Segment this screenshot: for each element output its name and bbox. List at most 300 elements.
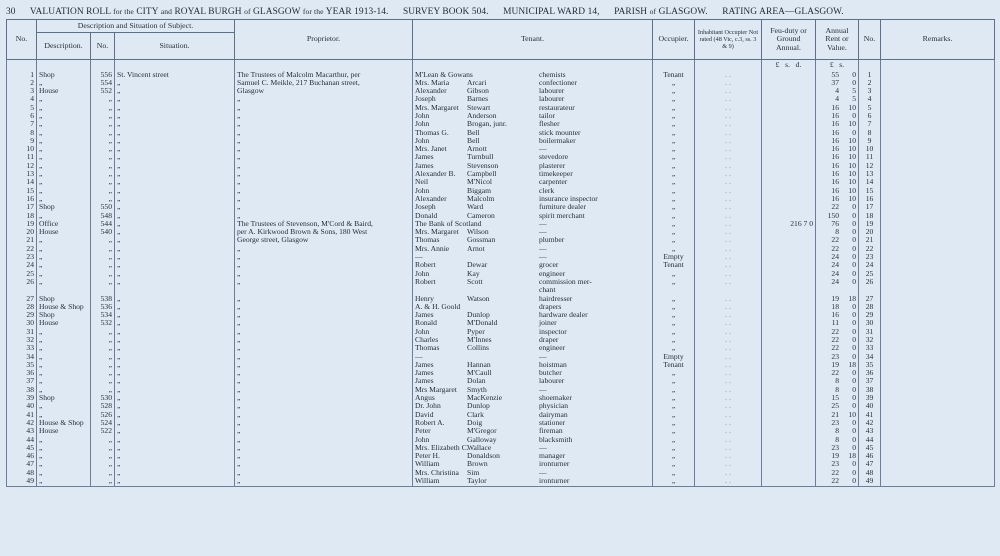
tenant-given-name: Mrs. Janet [415,145,447,154]
occupier-cell: „ [653,477,695,486]
inhabitant-cell [695,79,762,87]
rent-shillings: 0 [852,377,856,386]
row-number-right [859,286,881,294]
occupier-cell: „ [653,444,695,452]
tenant-surname: Pyper [467,327,485,336]
row-number-right: 9 [859,137,881,145]
rent-shillings: 0 [852,269,856,278]
proprietor-cell: „ [235,452,413,460]
proprietor-cell: „ [235,344,413,352]
description-cell: „ [37,353,91,361]
house-number-cell: „ [91,460,115,468]
occupier-cell: Tenant [653,71,695,79]
description-cell: „ [37,377,91,385]
rent-shillings: 0 [852,418,856,427]
occupier-cell: „ [653,245,695,253]
situation-cell: „ [115,344,235,352]
tenant-occupation: blacksmith [539,435,573,444]
tenant-occupation: clerk [539,186,555,195]
rent-shillings: 18 [848,360,856,369]
col-inhabitant: Inhabitant Occupier Not rated (48 Vic, c.3, ss. 3 & 9) [695,20,762,60]
leader-dots: . . [725,452,731,461]
row-number-right: 13 [859,170,881,178]
occupier-cell: „ [653,236,695,244]
row-number: 15 [7,187,37,195]
rent-pounds: 8 [835,228,839,237]
inhabitant-cell [695,344,762,352]
leader-dots: . . [725,352,731,361]
feu-duty-cell [762,145,816,153]
tenant-occupation: tailor [539,111,556,120]
description-cell: „ [37,104,91,112]
tenant-cell [413,427,653,435]
rent-cell [816,328,859,336]
row-number: 40 [7,402,37,410]
table-row [7,386,995,394]
situation-cell [115,286,235,294]
tenant-given-name: Peter H. [415,452,440,461]
inhabitant-cell [695,195,762,203]
remarks-cell [881,236,995,244]
tenant-given-name: Mrs. Elizabeth C. [415,443,469,452]
situation-cell: „ [115,203,235,211]
situation-cell: „ [115,353,235,361]
tenant-occupation: physician [539,402,569,411]
col-situation: Situation. [115,33,235,60]
proprietor-cell: The Trustees of Stevenson, M'Cord & Baird, [235,220,413,228]
leader-dots: . . [725,145,731,154]
rent-pounds: 76 [831,219,839,228]
tenant-cell [413,220,653,228]
rent-cell [816,236,859,244]
situation-cell: „ [115,137,235,145]
remarks-cell [881,145,995,153]
situation-cell: „ [115,452,235,460]
description-cell: Shop [37,394,91,402]
col-proprietor: Proprietor. [235,20,413,60]
occupier-cell: „ [653,369,695,377]
rent-shillings: 0 [852,385,856,394]
tenant-surname: Dunlop [467,311,490,320]
tenant-occupation: engineer [539,344,566,353]
rent-shillings: 0 [852,253,856,262]
row-number-right: 49 [859,477,881,486]
table-row [7,87,995,95]
occupier-cell: „ [653,303,695,311]
description-cell: „ [37,112,91,120]
tenant-surname: Turnbull [467,153,494,162]
tenant-cell [413,419,653,427]
remarks-cell [881,178,995,186]
remarks-cell [881,427,995,435]
occupier-cell: „ [653,79,695,87]
inhabitant-cell [695,153,762,161]
house-number-cell: „ [91,377,115,385]
feu-duty-cell [762,87,816,95]
row-number-right: 47 [859,460,881,468]
occupier-cell: „ [653,112,695,120]
tenant-occupation: carpenter [539,178,568,187]
inhabitant-cell [695,402,762,410]
row-number-right: 17 [859,203,881,211]
leader-dots: . . [725,120,731,129]
tenant-cell [413,137,653,145]
row-number: 10 [7,145,37,153]
table-row [7,452,995,460]
situation-cell: „ [115,386,235,394]
row-number: 30 [7,319,37,327]
rent-shillings: 10 [848,136,856,145]
tenant-surname: Arcari [467,78,487,87]
occupier-cell: „ [653,427,695,435]
tenant-occupation: restaurateur [539,103,575,112]
valuation-roll-page [6,4,994,552]
leader-dots: . . [725,336,731,344]
feu-duty-cell [762,212,816,220]
description-cell: „ [37,361,91,369]
rent-pounds: 23 [831,352,839,361]
proprietor-cell: „ [235,187,413,195]
description-cell: „ [37,261,91,269]
rent-pounds: 23 [831,443,839,452]
occupier-cell [653,286,695,294]
description-cell: House [37,427,91,435]
table-row [7,353,995,361]
rent-cell [816,120,859,128]
table-row [7,71,995,79]
row-number-right: 41 [859,411,881,419]
description-cell: Shop [37,311,91,319]
rent-cell [816,361,859,369]
proprietor-cell: „ [235,477,413,486]
table-row [7,228,995,236]
remarks-cell [881,394,995,402]
house-number-cell: 526 [91,411,115,419]
rent-shillings: 0 [852,236,856,245]
house-number-cell: 548 [91,212,115,220]
occupier-cell: „ [653,170,695,178]
tenant-occupation: chant [539,286,556,295]
tenant-surname: Dewar [467,261,488,270]
rent-cell [816,261,859,269]
tenant-occupation: insurance inspector [539,194,598,203]
description-cell: „ [37,444,91,452]
leader-dots: . . [725,269,731,278]
proprietor-cell: „ [235,328,413,336]
tenant-occupation: hairdresser [539,294,573,303]
leader-dots: . . [725,203,731,212]
situation-cell: „ [115,87,235,95]
tenant-surname: Arnot [467,244,485,253]
table-row [7,170,995,178]
tenant-cell [413,253,653,261]
proprietor-cell: „ [235,386,413,394]
inhabitant-cell [695,112,762,120]
leader-dots: . . [725,402,731,411]
situation-cell: „ [115,187,235,195]
feu-duty-cell [762,419,816,427]
tenant-given-name: Joseph [415,95,436,104]
occupier-cell: „ [653,87,695,95]
inhabitant-cell [695,303,762,311]
row-number: 46 [7,452,37,460]
rent-pounds: 16 [831,311,839,320]
row-number-right: 42 [859,419,881,427]
row-number-right: 4 [859,95,881,103]
col-remarks: Remarks. [881,20,995,60]
proprietor-cell: „ [235,129,413,137]
tenant-surname: Stewart [467,103,491,112]
tenant-occupation: — [539,244,547,253]
proprietor-cell: „ [235,427,413,435]
tenant-occupation: — [539,145,547,154]
table-row [7,336,995,344]
leader-dots: . . [725,186,731,195]
tenant-occupation: — [539,228,547,237]
col-description: Description. [37,33,91,60]
rent-pounds: 22 [831,236,839,245]
tenant-surname: Biggam [467,186,492,195]
tenant-cell [413,120,653,128]
rent-cell [816,286,859,294]
tenant-cell [413,195,653,203]
row-number-right: 32 [859,336,881,344]
proprietor-cell: George street, Glasgow [235,236,413,244]
proprietor-cell: „ [235,319,413,327]
tenant-cell [413,236,653,244]
tenant-given-name: Robert [415,277,436,286]
rent-cell [816,253,859,261]
occupier-cell: „ [653,220,695,228]
occupier-cell: „ [653,178,695,186]
feu-duty-cell [762,153,816,161]
rent-pounds: 22 [831,477,839,486]
table-row [7,270,995,278]
row-number-right: 29 [859,311,881,319]
proprietor-cell: „ [235,203,413,211]
house-number-cell: „ [91,278,115,286]
tenant-given-name: David [415,410,434,419]
table-row [7,95,995,103]
table-row [7,261,995,269]
rent-pounds: 25 [831,402,839,411]
remarks-cell [881,203,995,211]
rent-pounds: 23 [831,418,839,427]
rent-cell [816,411,859,419]
leader-dots: . . [725,170,731,179]
tenant-surname: Watson [467,294,490,303]
house-number-cell: „ [91,153,115,161]
table-row [7,328,995,336]
remarks-cell [881,245,995,253]
tenant-cell [413,187,653,195]
table-row [7,236,995,244]
row-number-right: 36 [859,369,881,377]
remarks-cell [881,220,995,228]
tenant-given-name: Thomas [415,236,440,245]
rent-cell [816,295,859,303]
rent-cell [816,477,859,486]
leader-dots: . . [725,410,731,419]
inhabitant-cell [695,286,762,294]
situation-cell: „ [115,394,235,402]
row-number: 31 [7,328,37,336]
valuation-table [6,19,995,487]
row-number: 41 [7,411,37,419]
rent-shillings: 10 [848,161,856,170]
occupier-cell: „ [653,145,695,153]
inhabitant-cell [695,95,762,103]
description-cell: „ [37,336,91,344]
rent-shillings: 5 [852,95,856,104]
inhabitant-cell [695,253,762,261]
table-row [7,427,995,435]
inhabitant-cell [695,87,762,95]
remarks-cell [881,79,995,87]
tenant-surname: Barnes [467,95,489,104]
occupier-cell: „ [653,187,695,195]
row-number: 32 [7,336,37,344]
situation-cell: „ [115,220,235,228]
tenant-cell [413,129,653,137]
situation-cell: „ [115,261,235,269]
description-cell: „ [37,369,91,377]
tenant-surname: Taylor [467,477,487,486]
row-number: 22 [7,245,37,253]
feu-duty-cell [762,311,816,319]
inhabitant-cell [695,162,762,170]
rent-cell [816,369,859,377]
tenant-given-name: — [415,253,423,262]
rent-pounds: 4 [835,95,839,104]
remarks-cell [881,71,995,79]
remarks-cell [881,436,995,444]
leader-dots: . . [725,95,731,104]
tenant-surname: Anderson [467,111,497,120]
inhabitant-cell [695,203,762,211]
tenant-occupation: commission mer- [539,277,592,286]
rent-shillings: 10 [848,170,856,179]
situation-cell: „ [115,145,235,153]
description-cell: „ [37,253,91,261]
table-row [7,153,995,161]
situation-cell: „ [115,295,235,303]
rent-pounds: 16 [831,178,839,187]
row-number: 17 [7,203,37,211]
occupier-cell: „ [653,162,695,170]
situation-cell: „ [115,469,235,477]
tenant-surname: Smyth [467,385,487,394]
tenant-surname: Brogan, junr. [467,120,507,129]
proprietor-cell: „ [235,145,413,153]
parish-part: of [649,7,657,16]
row-number-right: 28 [859,303,881,311]
table-row [7,203,995,211]
rating-area: RATING AREA—GLASGOW. [722,7,844,17]
leader-dots: . . [725,136,731,145]
row-number-right: 44 [859,436,881,444]
remarks-cell [881,411,995,419]
situation-cell: „ [115,328,235,336]
feu-duty-cell [762,336,816,344]
inhabitant-cell [695,377,762,385]
situation-cell: „ [115,104,235,112]
tenant-given-name: Mrs. Margaret [415,103,459,112]
inhabitant-cell [695,178,762,186]
rent-shillings: 0 [852,228,856,237]
rent-cell [816,87,859,95]
house-number-cell: 538 [91,295,115,303]
description-cell: „ [37,386,91,394]
situation-cell: „ [115,178,235,186]
feu-duty-cell [762,203,816,211]
tenant-given-name: James [415,161,434,170]
title-part: for the [302,7,324,16]
tenant-cell [413,328,653,336]
tenant-given-name: Alexander B. [415,170,456,179]
row-number-right: 7 [859,120,881,128]
tenant-occupation: confectioner [539,78,577,87]
occupier-cell: Tenant [653,361,695,369]
tenant-surname: Dolan [467,377,486,386]
tenant-occupation: — [539,468,547,477]
rent-pounds: 8 [835,385,839,394]
tenant-surname: MacKenzie [467,394,502,403]
rent-pounds: 24 [831,277,839,286]
tenant-occupation: flesher [539,120,560,129]
tenant-surname: Ward [467,203,484,212]
house-number-cell: „ [91,178,115,186]
leader-dots: . . [725,435,731,444]
remarks-cell [881,444,995,452]
inhabitant-cell [695,129,762,137]
row-number-right: 6 [859,112,881,120]
remarks-cell [881,319,995,327]
row-number: 37 [7,377,37,385]
proprietor-cell: Samuel C. Meikle, 217 Buchanan street, [235,79,413,87]
tenant-given-name: John [415,186,430,195]
description-cell: Shop [37,71,91,79]
units-cell [7,60,37,71]
inhabitant-cell [695,270,762,278]
rent-pounds: 19 [831,452,839,461]
rent-cell [816,245,859,253]
remarks-cell [881,137,995,145]
rent-pounds: 22 [831,203,839,212]
description-cell: House & Shop [37,419,91,427]
description-cell: „ [37,477,91,486]
tenant-given-name: James [415,153,434,162]
tenant-cell [413,319,653,327]
feu-duty-cell [762,178,816,186]
rent-shillings: 0 [852,203,856,212]
rent-cell [816,278,859,286]
rent-shillings: 18 [848,452,856,461]
situation-cell: „ [115,270,235,278]
row-number: 2 [7,79,37,87]
description-cell: „ [37,245,91,253]
house-number-cell: 552 [91,87,115,95]
rent-pounds: 22 [831,344,839,353]
description-cell: Office [37,220,91,228]
inhabitant-cell [695,170,762,178]
remarks-cell [881,353,995,361]
tenant-cell [413,104,653,112]
tenant-cell [413,79,653,87]
row-number-right: 27 [859,295,881,303]
col-no2: No. [859,20,881,60]
house-number-cell: „ [91,187,115,195]
